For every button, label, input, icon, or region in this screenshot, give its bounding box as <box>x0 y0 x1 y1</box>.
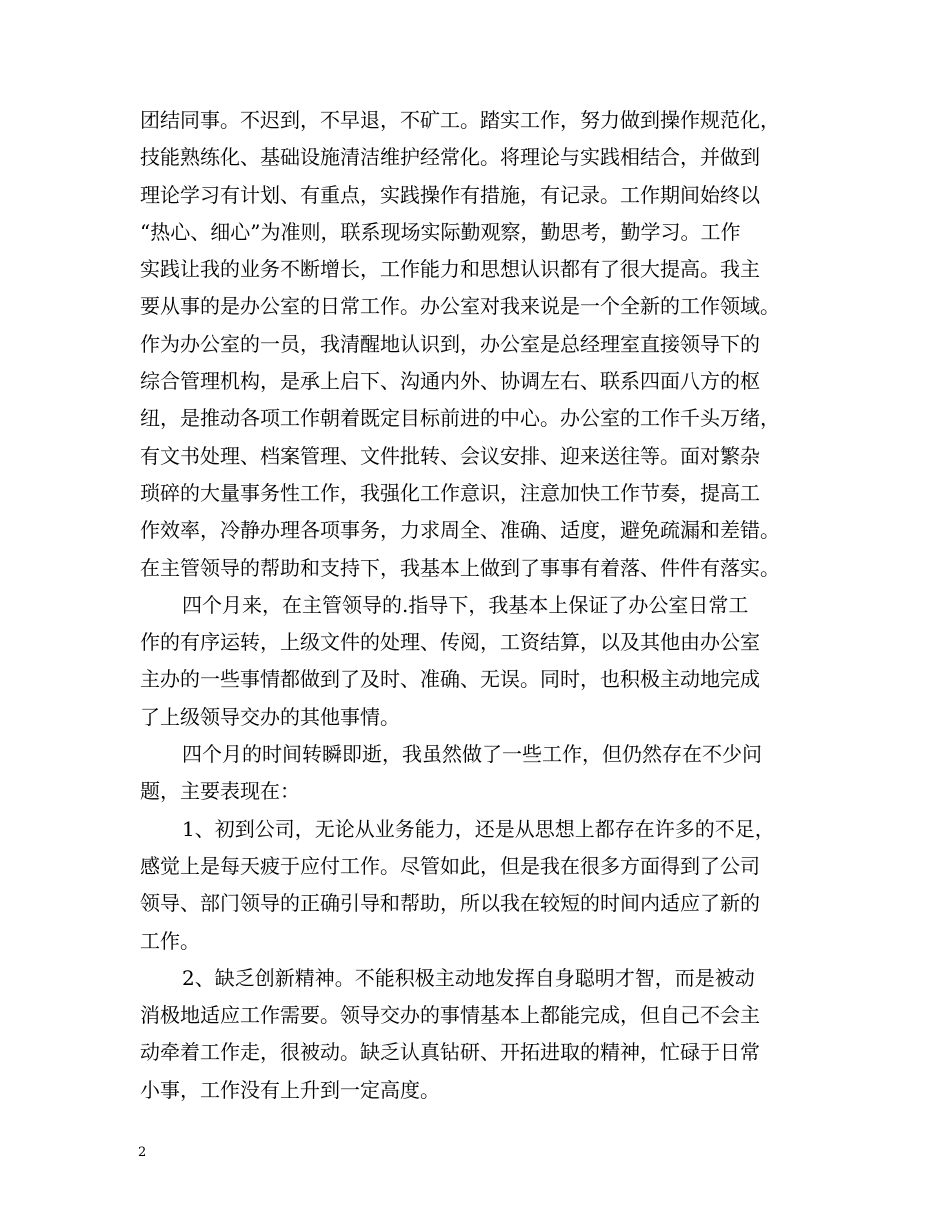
text-line: 1、初到公司，无论从业务能力，还是从思想上都存在许多的不足， <box>182 816 775 841</box>
text-line: 消极地适应工作需要。领导交办的事情基本上都能完成，但自己不会主 <box>140 1003 760 1028</box>
text-line: 纽，是推动各项工作朝着既定目标前进的中心。办公室的工作千头万绪， <box>140 406 780 431</box>
text-line: 动牵着工作走，很被动。缺乏认真钻研、开拓进取的精神，忙碌于日常 <box>140 1040 760 1065</box>
text-line: 了上级领导交办的其他事情。 <box>140 704 400 729</box>
text-line: 理论学习有计划、有重点，实践操作有措施，有记录。工作期间始终以 <box>140 182 760 207</box>
text-line: 技能熟练化、基础设施清洁维护经常化。将理论与实践相结合，并做到 <box>140 145 760 170</box>
text-line: 在主管领导的帮助和支持下，我基本上做到了事事有着落、件件有落实。 <box>140 555 780 580</box>
text-line: 综合管理机构，是承上启下、沟通内外、协调左右、联系四面八方的枢 <box>140 369 760 394</box>
text-line: 琐碎的大量事务性工作，我强化工作意识，注意加快工作节奏，提高工 <box>140 480 760 505</box>
text-line: 领导、部门领导的正确引导和帮助，所以我在较短的时间内适应了新的 <box>140 891 760 916</box>
text-line: 题，主要表现在： <box>140 779 300 804</box>
text-line: 要从事的是办公室的日常工作。办公室对我来说是一个全新的工作领域。 <box>140 294 780 319</box>
text-line: 作为办公室的一员，我清醒地认识到，办公室是总经理室直接领导下的 <box>140 331 760 356</box>
text-line: 小事，工作没有上升到一定高度。 <box>140 1077 440 1102</box>
text-line: 主办的一些事情都做到了及时、准确、无误。同时，也积极主动地完成 <box>140 667 760 692</box>
text-line: 团结同事。不迟到，不早退，不矿工。踏实工作，努力做到操作规范化， <box>140 108 780 132</box>
page-number: 2 <box>138 1145 147 1160</box>
document-body <box>140 102 812 1109</box>
text-line: 有文书处理、档案管理、文件批转、会议安排、迎来送往等。面对繁杂 <box>140 443 760 468</box>
text-line: 作的有序运转，上级文件的处理、传阅，工资结算，以及其他由办公室 <box>140 630 760 655</box>
text-line: 2、缺乏创新精神。不能积极主动地发挥自身聪明才智，而是被动 <box>182 965 755 990</box>
text-line: 作效率，冷静办理各项事务，力求周全、准确、适度，避免疏漏和差错。 <box>140 518 780 543</box>
text-line: 工作。 <box>140 928 200 953</box>
text-line: 四个月的时间转瞬即逝，我虽然做了一些工作，但仍然存在不少问 <box>182 742 762 767</box>
text-line: 四个月来，在主管领导的.指导下，我基本上保证了办公室日常工 <box>182 592 749 617</box>
text-line: 感觉上是每天疲于应付工作。尽管如此，但是我在很多方面得到了公司 <box>140 853 760 878</box>
text-line: “热心、细心”为准则，联系现场实际勤观察，勤思考，勤学习。工作 <box>140 219 741 244</box>
text-line: 实践让我的业务不断增长，工作能力和思想认识都有了很大提高。我主 <box>140 257 760 282</box>
